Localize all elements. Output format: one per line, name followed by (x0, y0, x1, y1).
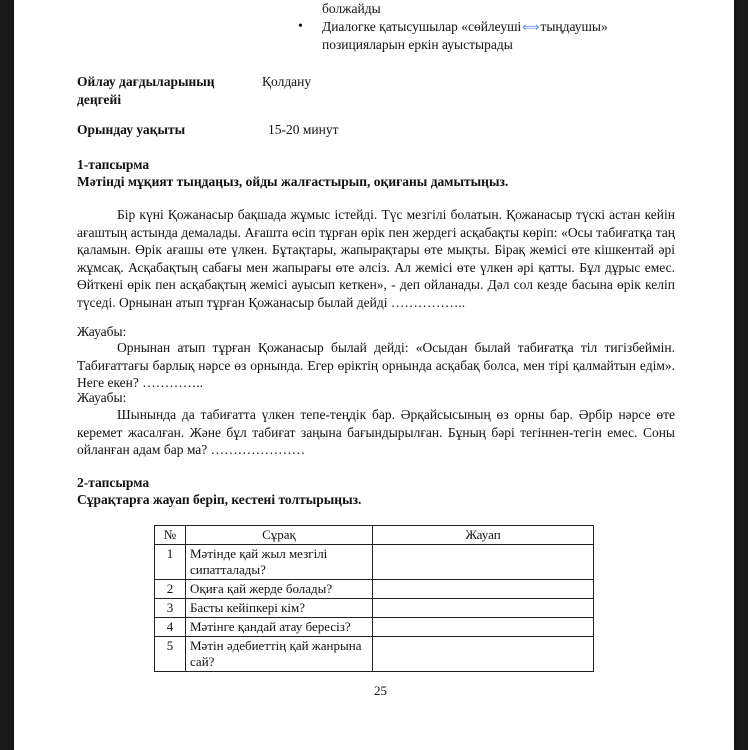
time-value: 15-20 минут (268, 122, 339, 137)
task1-title: 1-тапсырма (77, 157, 150, 172)
table-row (155, 618, 594, 637)
table-row (155, 580, 594, 599)
table-row (155, 545, 594, 580)
row-number: 2 (155, 580, 186, 599)
table-row (155, 637, 594, 672)
header-answer: Жауап (373, 526, 594, 545)
bullet-text-part2: тыңдаушы» (540, 19, 608, 34)
time-label: Орындау уақыты (77, 122, 186, 137)
thinking-level-label (77, 73, 215, 109)
bullet-list (294, 0, 674, 54)
table-row (155, 599, 594, 618)
answer-label-2: Жауабы: (77, 390, 127, 405)
bullet-text-part3: позицияларын еркін ауыстырады (322, 37, 513, 52)
row-number: 3 (155, 599, 186, 618)
row-answer-cell[interactable] (373, 637, 594, 672)
answer-label-1: Жауабы: (77, 324, 127, 339)
row-question: Мәтін әдебиеттің қай жанрына сай? (186, 637, 373, 672)
row-number: 5 (155, 637, 186, 672)
row-answer-cell[interactable] (373, 580, 594, 599)
task2-title: 2-тапсырма (77, 475, 150, 490)
bullet-item-1 (294, 0, 674, 18)
bullet-item-2 (294, 18, 674, 54)
thinking-level-value: Қолдану (262, 74, 312, 89)
row-question: Мәтінге қандай атау бересіз? (186, 618, 373, 637)
task1-paragraph1: Бір күні Қожанасыр бақшада жұмыс істейді. Түс мезгілі болатын. Қожанасыр түскі астан кейін ағаштың астында демалады. Ағашта өсіп тұрған өрік пен жердегі асқабақты көріп: «Осы табиғатқа таң қаламын. Өрік ағашы өте үлкен. Бұтақтары, жапырақтары өте мықты. Бірақ жемісі өте кішкентай әрі жұмсақ. Асқабақтың сабағы мен жапырағы өте әлсіз. Ал жемісі өте үлкен әрі қатты. Бұл дұрыс емес. Өйткені өрік пен асқабақтың жемісі ауысып кеткен», - деп ойланады. Дәл сол кезде басына өрік келіп түседі. Орнынан атып тұрған Қожанасыр былай дейді …………….. (77, 207, 675, 310)
bullet-text: болжайды (322, 1, 381, 16)
row-question: Оқиға қай жерде болады? (186, 580, 373, 599)
page-number: 25 (374, 683, 387, 698)
row-number: 1 (155, 545, 186, 580)
questions-table (154, 525, 594, 672)
bullet-dot-icon: • (298, 19, 303, 34)
thinking-level-label-line2: деңгейі (77, 92, 122, 107)
row-answer-cell[interactable] (373, 545, 594, 580)
thinking-level-label-line1: Ойлау дағдыларының (77, 74, 215, 89)
double-arrow-icon: ⟺ (522, 20, 540, 34)
table-header-row (155, 526, 594, 545)
row-answer-cell[interactable] (373, 618, 594, 637)
task1-paragraph2: Орнынан атып тұрған Қожанасыр былай дейді: «Осыдан былай табиғатқа тіл тигізбеймін. Табиғаттағы барлық нәрсе өз орнында. Егер өріктің орнында асқабақ болса, мен тірі қалмайтын едім». Неге екен? ………….. (77, 340, 675, 390)
document-page (14, 0, 734, 750)
row-answer-cell[interactable] (373, 599, 594, 618)
task1-instruction: Мәтінді мұқият тыңдаңыз, ойды жалғастырып, оқиғаны дамытыңыз. (77, 174, 509, 189)
task2-instruction: Сұрақтарға жауап беріп, кестені толтырыңыз. (77, 492, 362, 507)
header-number: № (155, 526, 186, 545)
bullet-text-part1: Диалогке қатысушылар «сөйлеуші (322, 19, 522, 34)
header-question: Сұрақ (186, 526, 373, 545)
row-number: 4 (155, 618, 186, 637)
task1-paragraph3: Шынында да табиғатта үлкен тепе-теңдік бар. Әрқайсысының өз орны бар. Әрбір нәрсе өте керемет жасалған. Және бұл табиғат заңына бағындырылған. Бұның бәрі тегіннен-тегін емес. Соны ойланған адам бар ма? ………………… (77, 407, 675, 457)
row-question: Басты кейіпкері кім? (186, 599, 373, 618)
row-question: Мәтінде қай жыл мезгілі сипатталады? (186, 545, 373, 580)
